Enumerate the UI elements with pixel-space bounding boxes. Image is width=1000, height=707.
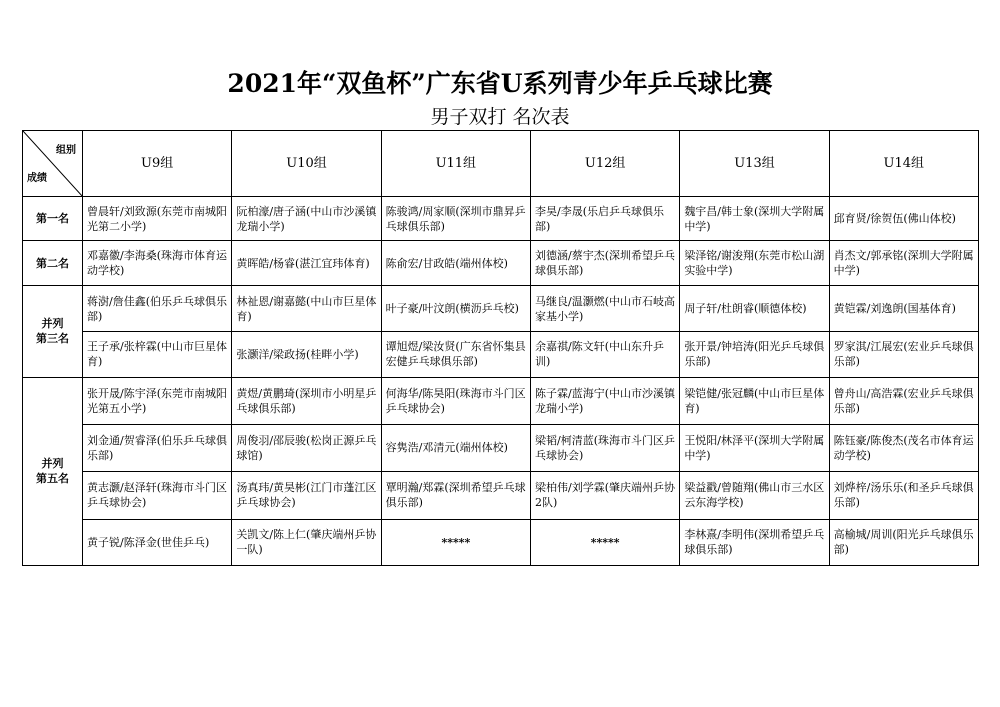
table-cell: 陈子霖/蓝海宁(中山市沙溪镇龙瑞小学) (530, 377, 679, 424)
table-cell: 曾舟山/高浩霖(宏业乒乓球俱乐部) (829, 377, 978, 424)
diagonal-line (23, 131, 83, 197)
table-cell: 谭旭煜/梁汝贤(广东省怀集县宏健乒乓球俱乐部) (381, 332, 530, 377)
table-cell: 黄晖皓/杨睿(湛江宜玮体育) (232, 241, 381, 286)
page-subtitle: 男子双打 名次表 (430, 106, 570, 128)
table-cell: 汤真玮/黄昊彬(江门市蓬江区乒乓球协会) (232, 471, 381, 519)
table-row-second (23, 241, 979, 286)
rank-label-fifth-line2: 第五名 (36, 472, 69, 486)
rank-label-first: 第一名 (23, 197, 83, 241)
table-cell: 梁铠健/张冠麟(中山市巨星体育) (680, 377, 829, 424)
corner-cell (23, 131, 83, 197)
group-header: U14组 (829, 131, 978, 197)
group-header: U13组 (680, 131, 829, 197)
table-cell: 何海华/陈昊阳(珠海市斗门区乒乓球协会) (381, 377, 530, 424)
table-cell: 黄子锐/陈泽金(世佳乒乓) (83, 519, 232, 565)
group-header: U11组 (381, 131, 530, 197)
table-cell: 周俊羽/邵辰骏(松岗正源乒乓球馆) (232, 424, 381, 471)
rank-label-third-line1: 并列 (41, 317, 64, 331)
table-cell: 曾晨轩/刘致源(东莞市南城阳光第二小学) (83, 197, 232, 241)
table-cell: 黄志灏/赵泽轩(珠海市斗门区乒乓球协会) (83, 471, 232, 519)
table-cell: 马继良/温灏燃(中山市石岐高家基小学) (530, 286, 679, 332)
table-cell: 王子承/张梓霖(中山市巨星体育) (83, 332, 232, 377)
table-cell: 邓嘉徽/李海桑(珠海市体育运动学校) (83, 241, 232, 286)
rank-label-fifth (23, 377, 83, 565)
table-cell: 余嘉祺/陈文轩(中山东升乒训) (530, 332, 679, 377)
table-cell: 蒋澍/詹佳鑫(伯乐乒乓球俱乐部) (83, 286, 232, 332)
table-row-third (23, 286, 979, 332)
corner-label-group: 组别 (56, 145, 76, 156)
table-row-third (23, 332, 979, 377)
table-cell: 刘金通/贺睿泽(伯乐乒乓球俱乐部) (83, 424, 232, 471)
table-cell: 梁韬/柯清蓝(珠海市斗门区乒乓球协会) (530, 424, 679, 471)
table-cell: 黄煜/黄鹏琦(深圳市小明星乒乓球俱乐部) (232, 377, 381, 424)
table-cell: 魏宇昌/韩士象(深圳大学附属中学) (680, 197, 829, 241)
header-row (23, 131, 979, 197)
table-cell: 梁柏伟/刘学霖(肇庆端州乒协2队) (530, 471, 679, 519)
rank-label-third-line2: 第三名 (36, 332, 69, 346)
table-row-fifth (23, 424, 979, 471)
group-header: U12组 (530, 131, 679, 197)
group-header: U9组 (83, 131, 232, 197)
rank-label-second: 第二名 (23, 241, 83, 286)
corner-label-result: 成绩 (27, 173, 47, 185)
table-cell: 梁泽铭/谢浚翔(东莞市松山湖实验中学) (680, 241, 829, 286)
table-cell: 王悦阳/林泽平(深圳大学附属中学) (680, 424, 829, 471)
table-cell: 黄铠霖/刘逸朗(国基体育) (829, 286, 978, 332)
table-cell: 邱育贤/徐贺伍(佛山体校) (829, 197, 978, 241)
table-cell: 刘烨梓/汤乐乐(和圣乒乓球俱乐部) (829, 471, 978, 519)
table-cell: 叶子豪/叶汶朗(横沥乒乓校) (381, 286, 530, 332)
group-header: U10组 (232, 131, 381, 197)
table-row-first (23, 197, 979, 241)
table-cell: 张开景/钟培涛(阳光乒乓球俱乐部) (680, 332, 829, 377)
page-title: 2021年“双鱼杯”广东省U系列青少年乒乓球比赛 (227, 69, 773, 98)
table-cell: 张灏洋/梁政扬(桂畔小学) (232, 332, 381, 377)
table-cell: 梁益戳/曾随翔(佛山市三水区云东海学校) (680, 471, 829, 519)
table-cell-empty: ***** (530, 519, 679, 565)
table-cell: 李林熹/李明伟(深圳希望乒乓球俱乐部) (680, 519, 829, 565)
table-cell: 刘德涵/蔡宇杰(深圳希望乒乓球俱乐部) (530, 241, 679, 286)
ranking-table (22, 130, 979, 566)
table-row-fifth (23, 471, 979, 519)
table-cell: 周子轩/杜朗睿(顺德体校) (680, 286, 829, 332)
table-cell: 高榆城/周训(阳光乒乓球俱乐部) (829, 519, 978, 565)
table-cell: 陈骏鸿/周家顺(深圳市鼎昇乒乓球俱乐部) (381, 197, 530, 241)
table-cell: 覃明瀚/郑霖(深圳希望乒乓球俱乐部) (381, 471, 530, 519)
table-row-fifth (23, 377, 979, 424)
table-cell: 关凯文/陈上仁(肇庆端州乒协一队) (232, 519, 381, 565)
table-row-fifth (23, 519, 979, 565)
table-cell: 李昊/李晟(乐启乒乓球俱乐部) (530, 197, 679, 241)
rank-label-fifth-line1: 并列 (41, 457, 64, 471)
table-cell: 陈钰豪/陈俊杰(茂名市体育运动学校) (829, 424, 978, 471)
table-cell: 张开晟/陈宇泽(东莞市南城阳光第五小学) (83, 377, 232, 424)
table-cell: 林祉恩/谢嘉懿(中山市巨星体育) (232, 286, 381, 332)
table-cell: 阮柏濠/唐子涵(中山市沙溪镇龙瑞小学) (232, 197, 381, 241)
table-cell-empty: ***** (381, 519, 530, 565)
table-cell: 陈俞宏/甘政皓(端州体校) (381, 241, 530, 286)
rank-label-third (23, 286, 83, 377)
table-cell: 肖杰文/郭承铭(深圳大学附属中学) (829, 241, 978, 286)
table-cell: 罗家淇/江展宏(宏业乒乓球俱乐部) (829, 332, 978, 377)
table-cell: 容隽浩/邓清元(端州体校) (381, 424, 530, 471)
